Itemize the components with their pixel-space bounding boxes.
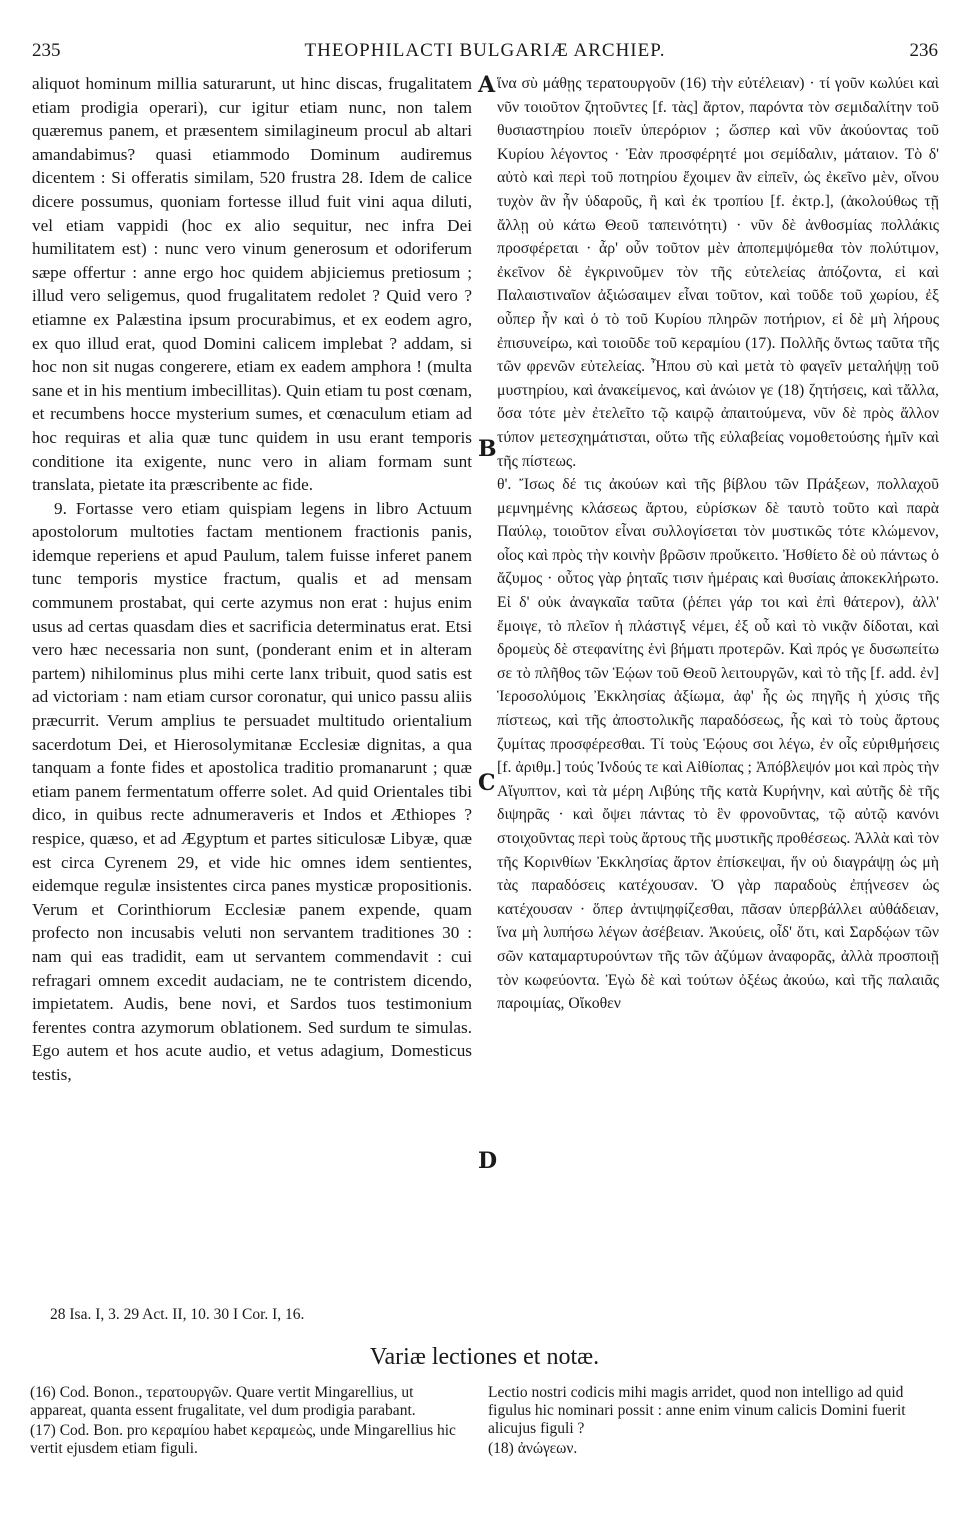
running-title: THEOPHILACTI BULGARIÆ ARCHIEP. [304, 40, 666, 61]
footnotes: 28 Isa. I, 3. 29 Act. II, 10. 30 I Cor. I, 16. [50, 1306, 305, 1323]
latin-paragraph-1: aliquot hominum millia saturarunt, ut hinc discas, frugalitatem etiam prodigia operari), cur igitur etiam nunc, non talem quæremus panem, et præsentem similagineum procul ab altari amandabimus? quasi etiammodo Dominum audiremus dicentem : Si offeratis similam, 520 frustra 28. Idem de calice dicere possumus, quoniam fortesse illud fuit vini aqua diluti, vel etiam vappidi (hoc ex alio sequitur, nec infra Dei humilitatem est) : nunc vero vinum generosum et odoriferum sæpe offertur : anne ergo hoc quidem abjiciemus pretiosum ; illud vero seligemus, quod frugalitatem redolet ? Quid vero ? etiamne ex Palæstina ipsum procurabimus, et ex eodem agro, ex quo illud erat, quod Domini calicem implebat ? addam, si hoc non sit nugas congerere, etiam ex eadem amphora ! (multa sane et in his mentium imbecillitas). Quin etiam tu post cœnam, et recumbens hocce mysterium sumes, et cœnaculum etiam ad hoc requiras et alia quæ tunc quidem in usu erant temporis conditione ita exigente, nunc vero in aliam formam sunt translata, pietate ita præscribente ac fide. [32, 74, 472, 495]
note-17-continued: Lectio nostri codicis mihi magis arridet, quod non intelligo ad quid figulus hic nominari possit : anne enim vinum calicis Domini fuerit alicujus figuli ? [488, 1384, 906, 1437]
note-17: (17) Cod. Bon. pro κεραμίου habet κεραμεὼς, unde Mingarellius hic vertit ejusdem etiam figuli. [30, 1422, 456, 1457]
note-16: (16) Cod. Bonon., τερατουργῶν. Quare vertit Mingarellius, ut appareat, quanta essent frugalitate, vel dum prodigia parabant. [30, 1384, 416, 1419]
latin-column [32, 72, 472, 1087]
page-number-right: 236 [909, 40, 938, 61]
greek-column [497, 72, 939, 1016]
margin-letter-d: D [478, 1148, 498, 1174]
note-18: (18) ἀνώγεων. [488, 1440, 578, 1457]
notes-right-column [488, 1384, 938, 1460]
greek-paragraph-2: θ'. Ἴσως δέ τις ἀκούων καὶ τῆς βίβλου τῶν Πράξεων, πολλαχοῦ μεμνημένης κλάσεως ἄρτου, εὑρίσκων δὲ ταυτὸ τοῦτο καὶ παρὰ Παύλῳ, τοιοῦτον εἶναι συλλογίσεται τὸν μυστικῶς τότε κλώμενον, οἷος καὶ πρὸς τὴν κοινὴν βρῶσιν προὔκειτο. Ἠσθίετο δὲ οὐ πάντως ὁ ἄζυμος · οὗτος γὰρ ῥηταῖς τισιν ἡμέραις καὶ θυσίαις ἀποκεκλήρωτο. Εἰ δ' οὐκ ἀναγκαῖα ταῦτα (ῥέπει γάρ τοι καὶ ἐπὶ θάτερον), ἀλλ' ἔμοιγε, τὸ πλεῖον ἡ πλάστιγξ νέμει, ἐξ οὗ καὶ τὸ νικᾷν δίδοται, καὶ δρομεὺς δὲ στεφανίτης ἑνὶ βήματι προτερῶν. Καὶ πρός γε δυσωπείτω σε τὸ πλῆθος τῶν Ἑῴων τοῦ Θεοῦ λειτουργῶν, καὶ τὸ τῆς [f. add. ἐν] Ἱεροσολύμοις Ἐκκλησίας ἀξίωμα, ἀφ' ἧς ὡς πηγῆς ἡ χύσις τῆς πίστεως, καὶ τῆς ἀποστολικῆς παραδόσεως, ἧς καὶ τὸ τοὺς ἄρτους ζυμίτας προσφέρεσθαι. Τί τοὺς Ἑῴους σοι λέγω, ἐν οἷς εὐριθμήσεις [f. ἀριθμ.] τούς Ἰνδούς τε καὶ Αἰθίοπας ; Ἀπόβλεψόν μοι καὶ πρὸς τὴν Αἴγυπτον, καὶ τὰ μέρη Λιβύης τῆς κατὰ Κυρήνην, καὶ αὐτῆς δὲ τῆς διψηρᾶς · καὶ ὄψει πάντας τὸ ἓν φρονοῦντας, τῷ αὐτῷ κανόνι στοιχοῦντας περὶ τοὺς ἄρτους τῆς μυστικῆς προθέσεως. Ἀλλὰ καὶ τὸν τῆς Κορινθίων Ἐκκλησίας ἄρτον ἐπίσκεψαι, ἥν οὐ διαγράψῃ ὡς μὴ τὰς παραδόσεις κατέχουσαν. Ὁ γὰρ παραδοὺς ἐπῄνεσεν ὡς κατέχουσαν · ὅπερ ἀντιψηφίζεσθαι, πᾶσαν ὑπερβάλλει αὐθάδειαν, ἵνα μὴ λυπήσω λέγων ἀσέβειαν. Ἀκούεις, οἶδ' ὅτι, καὶ Σαρδῴων τῶν σῶν καταμαρτυρούντων τῆς τῶν ἀζύμων ἀναφορᾶς, ἀλλὰ προσποιῇ τὸν κωφεύοντα. Ἐγὼ δὲ καὶ τούτων ὀξέως ἀκούω, καὶ τῆς παλαιᾶς παροιμίας, Οἴκοθεν [497, 476, 939, 1013]
page-number-left: 235 [32, 40, 61, 61]
greek-paragraph-1: ἵνα σὺ μάθῃς τερατουργοῦν (16) τὴν εὐτέλειαν) · τί γοῦν κωλύει καὶ νῦν τοιοῦτον ζητοῦντες [f. τὰς] ἄρτον, παρόντα τὸν σεμιδαλίτην τοῦ θυσιαστηρίου ποιεῖν ὑπερόριον ; ὥσπερ καὶ νῦν ἀκούοντας τοῦ Κυρίου λέγοντος · Ἐὰν προσφέρητέ μοι σεμίδαλιν, μάταιον. Τὸ δ' αὐτὸ καὶ περὶ τοῦ ποτηρίου ἔχοιμεν ἂν εἰπεῖν, ὡς ἐκεῖνο μὲν, οἴνου τυχὸν ἂν ἦν ὑδαροῦς, ἢ καὶ ἐκ τροπίου [f. ἐκτρ.], (ἀκολούθως τῇ ἄλλῃ οὐ κάτω Θεοῦ ταπεινότητι) · νῦν δὲ ἀνθοσμίας πολλάκις προσφέρεται · ἆρ' οὖν τοῦτον μὲν ἀποπεμψόμεθα τὸν πολύτιμον, ἐκεῖνον δὲ ἐγκρινοῦμεν τὸν τῆς εὐτελείας ἀπόζοντα, εἰ καὶ Παλαιστιναῖον ἀξιώσαιμεν εἶναι τοῦτον, καὶ τοῦδε τοῦ χωρίου, ἐξ οὗπερ ἦν καὶ ὁ τὸ τοῦ Κυρίου πληρῶν ποτήριον, εἰ δὲ μὴ λήρους ἐπισυνείρω, καὶ τοιοῦδε τοῦ κεραμίου (17). Πολλῆς ὄντως ταῦτα τῆς τῶν φρενῶν εὐτελείας. Ἦπου σὺ καὶ μετὰ τὸ φαγεῖν μεταλήψῃ τοῦ μυστηρίου, καὶ ἀνακείμενος, καὶ ἀνώιον γε (18) ζητήσεις, καὶ τἄλλα, ὅσα τότε μὲν ἐτελεῖτο τῷ καιρῷ ἀπαιτούμενα, νῦν δὲ πρὸς ἄλλον τύπον μετεσχημάτισται, οὕτω τῆς εὐλαβείας νομοθετούσης ἡμῖν καὶ τῆς πίστεως. [497, 75, 939, 470]
running-head [32, 40, 938, 66]
latin-paragraph-2: 9. Fortasse vero etiam quispiam legens in libro Actuum apostolorum multoties factam mentionem fractionis panis, idemque reperiens et apud Paulum, talem fuisse inferet panem tunc temporis mystice fractum, qualis et ad mensam communem prostabat, qui certe azymus non erat : hujus enim usus ad certas quasdam dies et sacrificia determinatus erat. Etsi vero hæc necessaria non sunt, (ponderant enim et in alteram partem) nihilominus plus mihi certe lanx tribuit, quod satis est ad victoriam : nam etiam cursor coronatur, qui unico passu aliis præcurrit. Verum amplius te persuadet multitudo orientalium sacerdotum Dei, et Hierosolymitanæ Ecclesiæ dignitas, a qua tanquam a fonte fides et apostolica traditio promanarunt ; quæ etiam panem fermentatum offerre solet. Ad quid Orientales tibi dico, in quibus recte adnumeraveris et Indos et Æthiopes ? respice, quæso, et ad Ægyptum et partes siticulosæ Libyæ, quæ est circa Cyrenem 29, et vide hic omnes idem sentientes, eidemque regulæ insistentes circa panes mysticæ propositionis. Verum et Corinthiorum Ecclesiæ panem expende, quam profecto non incusabis veluti non servantem traditiones 30 : nam qui eas tradidit, eam ut servantem commendavit : cui refragari omnem excedit audaciam, ne te contristem dicendo, impietatem. Audis, bene novi, et Sardos tuos testimonium ferentes contra azymorum oblationem. Sed surdum te simulas. Ego autem et hos acute audio, et vetus adagium, Domesticus testis, [32, 498, 472, 1084]
margin-letter-b: B [478, 436, 497, 462]
notes-left-column [30, 1384, 470, 1460]
notes-title: Variæ lectiones et notæ. [369, 1344, 600, 1370]
margin-letter-a: A [478, 72, 496, 98]
margin-letter-c: C [478, 770, 496, 796]
